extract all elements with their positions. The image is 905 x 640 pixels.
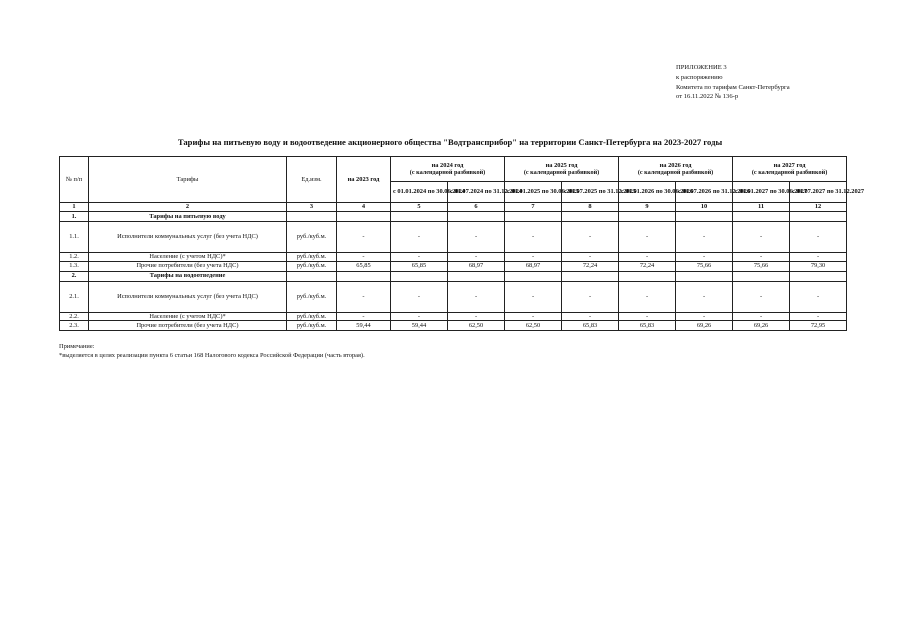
header-year-2026: [619, 157, 733, 182]
row-number: 1.2.: [60, 253, 89, 262]
value-cell: -: [733, 281, 790, 312]
tariffs-table: [59, 156, 865, 331]
value-cell: 75,66: [733, 261, 790, 271]
value-cell: -: [562, 281, 619, 312]
period-header: с 01.07.2024 по 31.12.2024: [448, 182, 505, 203]
annex-block: [676, 63, 790, 102]
year-sub: (с календарной разбивкой): [751, 169, 828, 177]
value-cell: -: [448, 222, 505, 253]
value-cell: 72,24: [619, 261, 676, 271]
header-year-2024: [391, 157, 505, 182]
value-cell: -: [619, 281, 676, 312]
year-sub: (с календарной разбивкой): [409, 169, 486, 177]
document-title: Тарифы на питьевую воду и водоотведение акционерного общества "Водтрансприбор" на территории Санкт-Петербурга на 2023-2027 годы: [177, 137, 723, 147]
year-label: на 2024 год: [431, 161, 464, 169]
annex-title: ПРИЛОЖЕНИЕ 3: [676, 64, 727, 71]
value-cell: -: [337, 222, 391, 253]
value-cell: -: [391, 253, 448, 262]
row-unit: руб./куб.м.: [287, 281, 337, 312]
annex-line: Комитета по тарифам Санкт-Петербурга: [676, 83, 790, 91]
column-number: 10: [676, 203, 733, 212]
value-cell: 72,24: [562, 261, 619, 271]
row-name: Исполнители коммунальных услуг (без учета НДС): [89, 281, 287, 312]
footnote: [59, 342, 365, 360]
row-name: Население (с учетом НДС)*: [89, 253, 287, 262]
value-cell: -: [676, 222, 733, 253]
annex-date: от 16.11.2022 № 136-р: [676, 93, 739, 101]
section-number: 1.: [60, 212, 89, 222]
value-cell: 65,85: [337, 261, 391, 271]
period-header: с 01.07.2025 по 31.12.2025: [562, 182, 619, 203]
year-label: на 2025 год: [545, 161, 578, 169]
value-cell: 65,83: [619, 321, 676, 331]
value-cell: 59,44: [391, 321, 448, 331]
row-number: 2.3.: [60, 321, 89, 331]
value-cell: -: [676, 253, 733, 262]
row-unit: руб./куб.м.: [287, 222, 337, 253]
value-cell: -: [790, 281, 847, 312]
value-cell: -: [337, 253, 391, 262]
value-cell: -: [448, 281, 505, 312]
value-cell: -: [448, 312, 505, 321]
header-2023: на 2023 год: [337, 157, 391, 203]
period-header: с 01.01.2024 по 30.06.2024: [391, 182, 448, 203]
value-cell: -: [619, 222, 676, 253]
value-cell: -: [337, 312, 391, 321]
year-label: на 2027 год: [773, 161, 806, 169]
value-cell: 59,44: [337, 321, 391, 331]
value-cell: -: [619, 253, 676, 262]
table-row: [60, 222, 847, 253]
value-cell: 79,30: [790, 261, 847, 271]
value-cell: -: [505, 312, 562, 321]
value-cell: -: [562, 253, 619, 262]
value-cell: -: [391, 281, 448, 312]
row-number: 2.2.: [60, 312, 89, 321]
value-cell: 62,50: [505, 321, 562, 331]
header-year-2025: [505, 157, 619, 182]
value-cell: 65,83: [562, 321, 619, 331]
column-number: 4: [337, 203, 391, 212]
period-header: с 01.01.2025 по 30.06.2025: [505, 182, 562, 203]
row-number: 2.1.: [60, 281, 89, 312]
section-number: 2.: [60, 271, 89, 281]
row-name: Прочие потребители (без учета НДС): [89, 321, 287, 331]
row-number: 1.3.: [60, 261, 89, 271]
value-cell: 69,26: [676, 321, 733, 331]
value-cell: -: [562, 312, 619, 321]
column-number-row: [60, 203, 847, 212]
section-row: [60, 212, 847, 222]
section-row: [60, 271, 847, 281]
column-number: 7: [505, 203, 562, 212]
footnote-label: Примечание:: [59, 343, 95, 350]
value-cell: 62,50: [448, 321, 505, 331]
value-cell: 69,26: [733, 321, 790, 331]
row-unit: руб./куб.м.: [287, 261, 337, 271]
column-number: 3: [287, 203, 337, 212]
value-cell: -: [391, 222, 448, 253]
value-cell: -: [733, 222, 790, 253]
header-num: № п/п: [60, 157, 89, 203]
column-number: 1: [60, 203, 89, 212]
table-row: [60, 281, 847, 312]
value-cell: -: [733, 312, 790, 321]
value-cell: 75,66: [676, 261, 733, 271]
row-number: 1.1.: [60, 222, 89, 253]
row-name: Исполнители коммунальных услуг (без учета НДС): [89, 222, 287, 253]
header-tariffs: Тарифы: [89, 157, 287, 203]
column-number: 5: [391, 203, 448, 212]
year-sub: (с календарной разбивкой): [637, 169, 714, 177]
column-number: 2: [89, 203, 287, 212]
column-number: 12: [790, 203, 847, 212]
period-header: с 01.07.2026 по 31.12.2026: [676, 182, 733, 203]
row-name: Население (с учетом НДС)*: [89, 312, 287, 321]
value-cell: -: [733, 253, 790, 262]
value-cell: -: [505, 253, 562, 262]
value-cell: 68,97: [448, 261, 505, 271]
table-row: [60, 321, 847, 331]
row-unit: руб./куб.м.: [287, 312, 337, 321]
column-number: 6: [448, 203, 505, 212]
footnote-text: *выделяется в целях реализации пункта 6 статьи 168 Налогового кодекса Российской Федерации (часть вторая).: [59, 352, 365, 359]
value-cell: 65,85: [391, 261, 448, 271]
value-cell: -: [562, 222, 619, 253]
row-unit: руб./куб.м.: [287, 321, 337, 331]
value-cell: -: [790, 222, 847, 253]
value-cell: -: [676, 312, 733, 321]
value-cell: -: [790, 312, 847, 321]
year-sub: (с календарной разбивкой): [523, 169, 600, 177]
value-cell: -: [790, 253, 847, 262]
section-title: Тарифы на водоотведение: [89, 271, 287, 281]
period-header: с 01.01.2027 по 30.06.2027: [733, 182, 790, 203]
year-label: на 2026 год: [659, 161, 692, 169]
header-year-2027: [733, 157, 847, 182]
period-header: с 01.01.2026 по 30.06.2026: [619, 182, 676, 203]
section-title: Тарифы на питьевую воду: [89, 212, 287, 222]
table-row: [60, 253, 847, 262]
column-number: 8: [562, 203, 619, 212]
value-cell: 68,97: [505, 261, 562, 271]
period-header: с 01.07.2027 по 31.12.2027: [790, 182, 847, 203]
value-cell: -: [505, 281, 562, 312]
row-unit: руб./куб.м.: [287, 253, 337, 262]
value-cell: -: [505, 222, 562, 253]
value-cell: -: [676, 281, 733, 312]
value-cell: -: [619, 312, 676, 321]
value-cell: -: [448, 253, 505, 262]
column-number: 9: [619, 203, 676, 212]
table-row: [60, 261, 847, 271]
row-name: Прочие потребители (без учета НДС): [89, 261, 287, 271]
header-unit: Ед.изм.: [287, 157, 337, 203]
value-cell: -: [337, 281, 391, 312]
value-cell: 72,95: [790, 321, 847, 331]
annex-line: к распоряжению: [676, 73, 723, 81]
table-row: [60, 312, 847, 321]
value-cell: -: [391, 312, 448, 321]
column-number: 11: [733, 203, 790, 212]
